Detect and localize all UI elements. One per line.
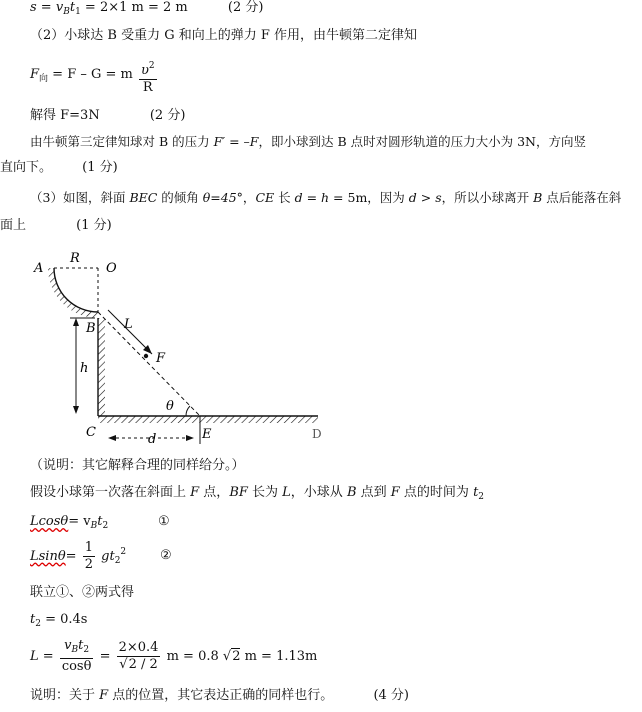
line-11: $t_2 = 0.4s$ <box>30 612 88 629</box>
score: (2 分) <box>149 108 186 123</box>
label-theta: θ <box>166 399 174 414</box>
line-10: 联立①、②两式得 <box>30 585 135 600</box>
label-d: d <box>148 432 157 447</box>
s-symbol: s <box>30 0 37 15</box>
equation-2: Lsinθ= $\frac{1}{2}$ $gt_2^2$ ② <box>30 540 172 572</box>
line-5: 由牛顿第三定律知球对 B 的压力 F′ = –F，即小球到达 B 点时对圆形轨道的压力大小为 3N，方向竖 <box>30 134 586 149</box>
label-A: A <box>34 261 44 276</box>
circular-track <box>54 268 98 312</box>
note-1: （说明：其它解释合理的同样给分。） <box>30 458 245 473</box>
line-7: （3）如图，斜面 BEC 的倾角 θ=45°，CE 长 d = h = 5m，因为 d > s，所以小球离开 B 点后能落在斜 <box>30 190 622 205</box>
label-F: F <box>156 351 166 366</box>
label-O: O <box>106 261 117 276</box>
score: (2 分) <box>227 0 264 15</box>
label-E: E <box>202 427 212 442</box>
label-C: C <box>86 425 96 440</box>
point-F <box>144 354 148 358</box>
line-12-L-formula: L = $\frac{v_Bt_2}{\cos\theta}$ = $\frac{2\times 0.4}{√2 / 2}$ m = 0.8 √2 m = 1.13m <box>30 638 318 674</box>
newton-second-law-formula: $F_向 = F - G = m$ $\frac{\upsilon^2}{R}$ <box>30 58 159 96</box>
v2-over-R: $\frac{\upsilon^2}{R}$ <box>139 58 157 96</box>
label-B: B <box>86 321 96 336</box>
line-9: 假设小球第一次落在斜面上 F 点，BF 长为 L，小球从 B 点到 F 点的时间为 $t_2$ <box>30 485 485 502</box>
line-2: （2）小球达 B 受重力 G 和向上的弹力 F 作用，由牛顿第二定律知 <box>30 28 418 43</box>
equation-1: $Lcos\theta= v_Bt_2$ ① <box>30 514 170 531</box>
line-4: 解得 F=3N (2 分) <box>30 108 186 123</box>
note-2: 说明：关于 F 点的位置，其它表达正确的同样也行。 (4 分) <box>30 688 410 703</box>
incline-line <box>98 312 200 416</box>
label-h: h <box>80 361 89 376</box>
label-D: D <box>312 427 322 441</box>
label-L: L <box>124 317 133 332</box>
score: (1 分) <box>82 160 118 175</box>
physics-diagram <box>0 240 340 450</box>
line-8: 面上 (1 分) <box>0 218 112 233</box>
line-1: $s = v_Bt_1 = 2\times 1$ m = 2 m (2 分) <box>30 0 264 17</box>
score: (1 分) <box>76 218 112 233</box>
line-6: 直向下。 (1 分) <box>0 160 118 175</box>
score: (4 分) <box>373 688 410 703</box>
label-R: R <box>70 251 80 266</box>
